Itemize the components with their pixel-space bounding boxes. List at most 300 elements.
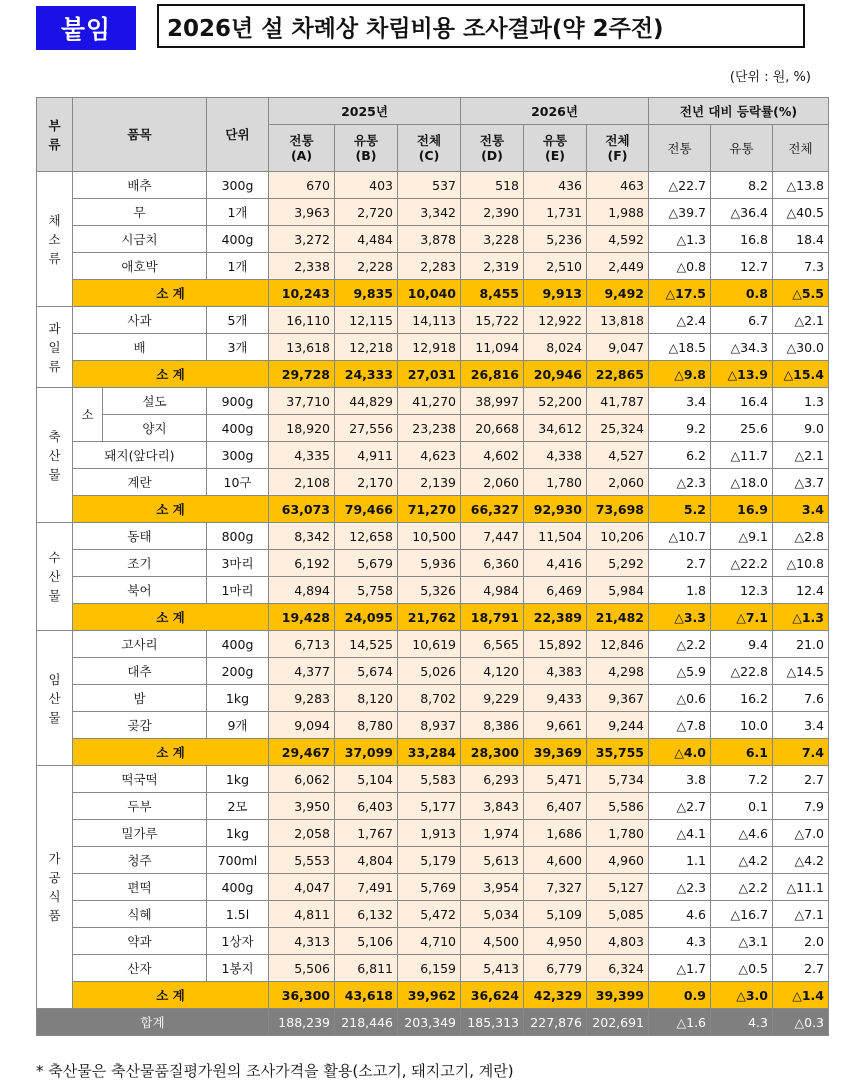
cost-survey-table [36, 97, 829, 1036]
value-cell: △3.0 [711, 982, 773, 1009]
value-cell: 227,876 [524, 1009, 587, 1036]
value-cell: 3,228 [461, 226, 524, 253]
value-cell: △13.8 [773, 172, 829, 199]
table-row [37, 847, 829, 874]
beef-label: 소 [73, 388, 103, 442]
value-cell: △2.7 [649, 793, 711, 820]
value-cell: △18.0 [711, 469, 773, 496]
value-cell: 25.6 [711, 415, 773, 442]
value-cell: 8,780 [335, 712, 398, 739]
value-cell: 6,403 [335, 793, 398, 820]
table-row [37, 388, 829, 415]
item-unit: 800g [207, 523, 269, 550]
value-cell: 16.2 [711, 685, 773, 712]
item-name: 편떡 [73, 874, 207, 901]
value-cell: 203,349 [398, 1009, 461, 1036]
value-cell: 9.0 [773, 415, 829, 442]
value-cell: 2,319 [461, 253, 524, 280]
value-cell: 21,762 [398, 604, 461, 631]
value-cell: 5,177 [398, 793, 461, 820]
value-cell: 670 [269, 172, 335, 199]
subtotal-label: 소 계 [73, 739, 269, 766]
value-cell: △11.1 [773, 874, 829, 901]
header-2025: 2025년 [269, 98, 461, 125]
value-cell: 6,469 [524, 577, 587, 604]
item-name: 북어 [73, 577, 207, 604]
value-cell: 4,600 [524, 847, 587, 874]
value-cell: △1.3 [649, 226, 711, 253]
value-cell: △40.5 [773, 199, 829, 226]
value-cell: △2.8 [773, 523, 829, 550]
value-cell: 4,804 [335, 847, 398, 874]
table-row [37, 766, 829, 793]
value-cell: 6,293 [461, 766, 524, 793]
subtotal-row [37, 604, 829, 631]
value-cell: 27,556 [335, 415, 398, 442]
value-cell: 2.7 [773, 766, 829, 793]
value-cell: 9,367 [587, 685, 649, 712]
value-cell: 36,300 [269, 982, 335, 1009]
value-cell: 5,109 [524, 901, 587, 928]
item-unit: 1.5l [207, 901, 269, 928]
item-name: 곶감 [73, 712, 207, 739]
value-cell: 16.4 [711, 388, 773, 415]
value-cell: 34,612 [524, 415, 587, 442]
value-cell: 39,399 [587, 982, 649, 1009]
value-cell: 7,327 [524, 874, 587, 901]
value-cell: △14.5 [773, 658, 829, 685]
value-cell: 7.3 [773, 253, 829, 280]
value-cell: 3,342 [398, 199, 461, 226]
item-name: 설도 [103, 388, 207, 415]
subtotal-row [37, 361, 829, 388]
category-label: 임산물 [37, 631, 73, 766]
value-cell: △7.8 [649, 712, 711, 739]
header-unit: 단위 [207, 98, 269, 172]
table-row [37, 631, 829, 658]
value-cell: 2,283 [398, 253, 461, 280]
value-cell: 8,702 [398, 685, 461, 712]
value-cell: 14,525 [335, 631, 398, 658]
value-cell: △4.1 [649, 820, 711, 847]
item-unit: 700ml [207, 847, 269, 874]
table-row [37, 199, 829, 226]
value-cell: 4,313 [269, 928, 335, 955]
subtotal-label: 소 계 [73, 280, 269, 307]
value-cell: 52,200 [524, 388, 587, 415]
value-cell: 5,984 [587, 577, 649, 604]
value-cell: 2,338 [269, 253, 335, 280]
value-cell: 3.4 [773, 712, 829, 739]
value-cell: 4,894 [269, 577, 335, 604]
item-name: 밀가루 [73, 820, 207, 847]
value-cell: 6,062 [269, 766, 335, 793]
category-label: 수산물 [37, 523, 73, 631]
value-cell: 12.3 [711, 577, 773, 604]
value-cell: 5,292 [587, 550, 649, 577]
value-cell: 6,407 [524, 793, 587, 820]
value-cell: 3,272 [269, 226, 335, 253]
item-name: 양지 [103, 415, 207, 442]
item-name: 밤 [73, 685, 207, 712]
value-cell: 4,623 [398, 442, 461, 469]
value-cell: 12.4 [773, 577, 829, 604]
header-col: 전체 (C) [398, 125, 461, 172]
value-cell: 12,218 [335, 334, 398, 361]
value-cell: △1.6 [649, 1009, 711, 1036]
item-unit: 1개 [207, 253, 269, 280]
value-cell: 9,283 [269, 685, 335, 712]
item-name: 배 [73, 334, 207, 361]
value-cell: 20,668 [461, 415, 524, 442]
item-name: 계란 [73, 469, 207, 496]
value-cell: 39,369 [524, 739, 587, 766]
value-cell: 2,139 [398, 469, 461, 496]
value-cell: 18.4 [773, 226, 829, 253]
value-cell: 2.0 [773, 928, 829, 955]
value-cell: 37,099 [335, 739, 398, 766]
header-col: 유통 (E) [524, 125, 587, 172]
value-cell: 6,360 [461, 550, 524, 577]
value-cell: 9,229 [461, 685, 524, 712]
value-cell: 5,553 [269, 847, 335, 874]
item-unit: 400g [207, 226, 269, 253]
table-row [37, 469, 829, 496]
item-name: 식혜 [73, 901, 207, 928]
value-cell: 12,115 [335, 307, 398, 334]
value-cell: △2.3 [649, 874, 711, 901]
item-name: 애호박 [73, 253, 207, 280]
value-cell: 403 [335, 172, 398, 199]
value-cell: 33,284 [398, 739, 461, 766]
item-unit: 1kg [207, 685, 269, 712]
unit-note: (단위 : 원, %) [729, 70, 811, 85]
value-cell: △34.3 [711, 334, 773, 361]
value-cell: 5,471 [524, 766, 587, 793]
item-unit: 3마리 [207, 550, 269, 577]
header-col: 전체 [773, 125, 829, 172]
footnote: * 축산물은 축산물품질평가원의 조사가격을 활용(소고기, 돼지고기, 계란) [36, 1062, 514, 1080]
value-cell: △39.7 [649, 199, 711, 226]
value-cell: 5,106 [335, 928, 398, 955]
value-cell: 5,679 [335, 550, 398, 577]
table-row [37, 253, 829, 280]
header-item: 품목 [73, 98, 207, 172]
value-cell: 0.9 [649, 982, 711, 1009]
value-cell: 4,984 [461, 577, 524, 604]
value-cell: △13.9 [711, 361, 773, 388]
value-cell: 27,031 [398, 361, 461, 388]
value-cell: 4,416 [524, 550, 587, 577]
value-cell: 5,674 [335, 658, 398, 685]
value-cell: 6,192 [269, 550, 335, 577]
value-cell: 1,780 [524, 469, 587, 496]
item-unit: 3개 [207, 334, 269, 361]
value-cell: 13,618 [269, 334, 335, 361]
value-cell: 10,040 [398, 280, 461, 307]
value-cell: 38,997 [461, 388, 524, 415]
value-cell: △36.4 [711, 199, 773, 226]
value-cell: 4,335 [269, 442, 335, 469]
value-cell: 7,491 [335, 874, 398, 901]
value-cell: △1.3 [773, 604, 829, 631]
value-cell: △3.1 [711, 928, 773, 955]
item-name: 고사리 [73, 631, 207, 658]
value-cell: 37,710 [269, 388, 335, 415]
item-unit: 2모 [207, 793, 269, 820]
value-cell: 2,170 [335, 469, 398, 496]
header-col: 전통 (D) [461, 125, 524, 172]
value-cell: 2,060 [587, 469, 649, 496]
value-cell: 22,865 [587, 361, 649, 388]
value-cell: △30.0 [773, 334, 829, 361]
value-cell: 15,892 [524, 631, 587, 658]
value-cell: 2,108 [269, 469, 335, 496]
value-cell: 21.0 [773, 631, 829, 658]
value-cell: △4.2 [711, 847, 773, 874]
table-row [37, 172, 829, 199]
subtotal-row [37, 496, 829, 523]
value-cell: △0.5 [711, 955, 773, 982]
value-cell: △0.6 [649, 685, 711, 712]
value-cell: 4,911 [335, 442, 398, 469]
value-cell: 6,811 [335, 955, 398, 982]
value-cell: 5,413 [461, 955, 524, 982]
value-cell: 12,846 [587, 631, 649, 658]
value-cell: 9.4 [711, 631, 773, 658]
value-cell: △0.8 [649, 253, 711, 280]
value-cell: 44,829 [335, 388, 398, 415]
table-row [37, 415, 829, 442]
value-cell: 4,710 [398, 928, 461, 955]
value-cell: 1,731 [524, 199, 587, 226]
value-cell: 3,954 [461, 874, 524, 901]
value-cell: 5,085 [587, 901, 649, 928]
value-cell: 5,586 [587, 793, 649, 820]
value-cell: 2,510 [524, 253, 587, 280]
value-cell: 8,120 [335, 685, 398, 712]
value-cell: 16.8 [711, 226, 773, 253]
value-cell: 9,661 [524, 712, 587, 739]
value-cell: 5,034 [461, 901, 524, 928]
subtotal-row [37, 739, 829, 766]
item-unit: 5개 [207, 307, 269, 334]
value-cell: 8,937 [398, 712, 461, 739]
value-cell: △16.7 [711, 901, 773, 928]
value-cell: 5,472 [398, 901, 461, 928]
attachment-badge: 붙임 [36, 6, 136, 50]
item-name: 무 [73, 199, 207, 226]
category-label: 과일류 [37, 307, 73, 388]
header-col: 전통 (A) [269, 125, 335, 172]
page-title: 2026년 설 차례상 차림비용 조사결과(약 2주전) [157, 4, 805, 48]
value-cell: △10.8 [773, 550, 829, 577]
value-cell: 9,433 [524, 685, 587, 712]
value-cell: 1.1 [649, 847, 711, 874]
item-name: 배추 [73, 172, 207, 199]
value-cell: 2.7 [773, 955, 829, 982]
value-cell: 5,026 [398, 658, 461, 685]
header-category: 부류 [37, 98, 73, 172]
subtotal-label: 소 계 [73, 604, 269, 631]
item-unit: 1kg [207, 766, 269, 793]
value-cell: △17.5 [649, 280, 711, 307]
header-change: 전년 대비 등락률(%) [649, 98, 829, 125]
table-row [37, 658, 829, 685]
value-cell: 10,243 [269, 280, 335, 307]
value-cell: 4.6 [649, 901, 711, 928]
value-cell: 18,791 [461, 604, 524, 631]
value-cell: 10.0 [711, 712, 773, 739]
value-cell: 5,127 [587, 874, 649, 901]
item-unit: 9개 [207, 712, 269, 739]
total-row [37, 1009, 829, 1036]
category-label: 축산물 [37, 388, 73, 523]
value-cell: △1.7 [649, 955, 711, 982]
value-cell: 8,386 [461, 712, 524, 739]
value-cell: 5,104 [335, 766, 398, 793]
value-cell: 18,920 [269, 415, 335, 442]
item-unit: 1마리 [207, 577, 269, 604]
value-cell: △2.2 [711, 874, 773, 901]
value-cell: △2.2 [649, 631, 711, 658]
table-row [37, 442, 829, 469]
value-cell: 26,816 [461, 361, 524, 388]
value-cell: 6.1 [711, 739, 773, 766]
value-cell: △9.1 [711, 523, 773, 550]
value-cell: 4,120 [461, 658, 524, 685]
value-cell: 2,720 [335, 199, 398, 226]
value-cell: 13,818 [587, 307, 649, 334]
value-cell: 3.8 [649, 766, 711, 793]
item-unit: 300g [207, 442, 269, 469]
value-cell: △10.7 [649, 523, 711, 550]
item-name: 두부 [73, 793, 207, 820]
item-name: 동태 [73, 523, 207, 550]
value-cell: 6,565 [461, 631, 524, 658]
value-cell: 5,613 [461, 847, 524, 874]
value-cell: 24,095 [335, 604, 398, 631]
value-cell: 5,583 [398, 766, 461, 793]
value-cell: 28,300 [461, 739, 524, 766]
value-cell: 3.4 [649, 388, 711, 415]
value-cell: 6,132 [335, 901, 398, 928]
item-unit: 400g [207, 415, 269, 442]
category-label: 가공식품 [37, 766, 73, 1009]
value-cell: 1.8 [649, 577, 711, 604]
header-2026: 2026년 [461, 98, 649, 125]
item-name: 시금치 [73, 226, 207, 253]
value-cell: 1.3 [773, 388, 829, 415]
value-cell: 12,918 [398, 334, 461, 361]
item-name: 대추 [73, 658, 207, 685]
value-cell: 9,094 [269, 712, 335, 739]
total-label: 합계 [37, 1009, 269, 1036]
value-cell: 42,329 [524, 982, 587, 1009]
value-cell: 2.7 [649, 550, 711, 577]
value-cell: 6,159 [398, 955, 461, 982]
table-row [37, 793, 829, 820]
value-cell: 23,238 [398, 415, 461, 442]
item-unit: 10구 [207, 469, 269, 496]
value-cell: △0.3 [773, 1009, 829, 1036]
value-cell: 518 [461, 172, 524, 199]
value-cell: 36,624 [461, 982, 524, 1009]
value-cell: △7.1 [773, 901, 829, 928]
value-cell: 6.7 [711, 307, 773, 334]
value-cell: 1,988 [587, 199, 649, 226]
table-row [37, 577, 829, 604]
item-unit: 200g [207, 658, 269, 685]
value-cell: 71,270 [398, 496, 461, 523]
value-cell: 4,592 [587, 226, 649, 253]
value-cell: 3,963 [269, 199, 335, 226]
item-name: 사과 [73, 307, 207, 334]
value-cell: △1.4 [773, 982, 829, 1009]
value-cell: 3,878 [398, 226, 461, 253]
value-cell: 4,950 [524, 928, 587, 955]
value-cell: △2.4 [649, 307, 711, 334]
value-cell: 4,602 [461, 442, 524, 469]
value-cell: 4,500 [461, 928, 524, 955]
value-cell: 1,974 [461, 820, 524, 847]
value-cell: △15.4 [773, 361, 829, 388]
value-cell: △4.0 [649, 739, 711, 766]
value-cell: 3,843 [461, 793, 524, 820]
category-label: 채소류 [37, 172, 73, 307]
value-cell: 4,811 [269, 901, 335, 928]
value-cell: 6.2 [649, 442, 711, 469]
value-cell: 39,962 [398, 982, 461, 1009]
value-cell: 12.7 [711, 253, 773, 280]
item-unit: 1봉지 [207, 955, 269, 982]
value-cell: 12,922 [524, 307, 587, 334]
value-cell: △3.3 [649, 604, 711, 631]
value-cell: 4,383 [524, 658, 587, 685]
value-cell: 14,113 [398, 307, 461, 334]
value-cell: 7.9 [773, 793, 829, 820]
value-cell: 4,047 [269, 874, 335, 901]
table-row [37, 550, 829, 577]
table-row [37, 928, 829, 955]
value-cell: 10,500 [398, 523, 461, 550]
value-cell: △7.0 [773, 820, 829, 847]
value-cell: 2,060 [461, 469, 524, 496]
value-cell: 7.2 [711, 766, 773, 793]
value-cell: 66,327 [461, 496, 524, 523]
value-cell: 1,767 [335, 820, 398, 847]
item-unit: 400g [207, 874, 269, 901]
value-cell: 29,728 [269, 361, 335, 388]
value-cell: 9,492 [587, 280, 649, 307]
value-cell: 537 [398, 172, 461, 199]
value-cell: 2,228 [335, 253, 398, 280]
value-cell: △7.1 [711, 604, 773, 631]
subtotal-label: 소 계 [73, 982, 269, 1009]
value-cell: 8,342 [269, 523, 335, 550]
table-row [37, 955, 829, 982]
value-cell: 4,960 [587, 847, 649, 874]
value-cell: 1,780 [587, 820, 649, 847]
value-cell: 185,313 [461, 1009, 524, 1036]
value-cell: 35,755 [587, 739, 649, 766]
item-name: 청주 [73, 847, 207, 874]
value-cell: △5.9 [649, 658, 711, 685]
value-cell: 0.1 [711, 793, 773, 820]
value-cell: 9,835 [335, 280, 398, 307]
value-cell: 16.9 [711, 496, 773, 523]
item-name: 돼지(앞다리) [73, 442, 207, 469]
